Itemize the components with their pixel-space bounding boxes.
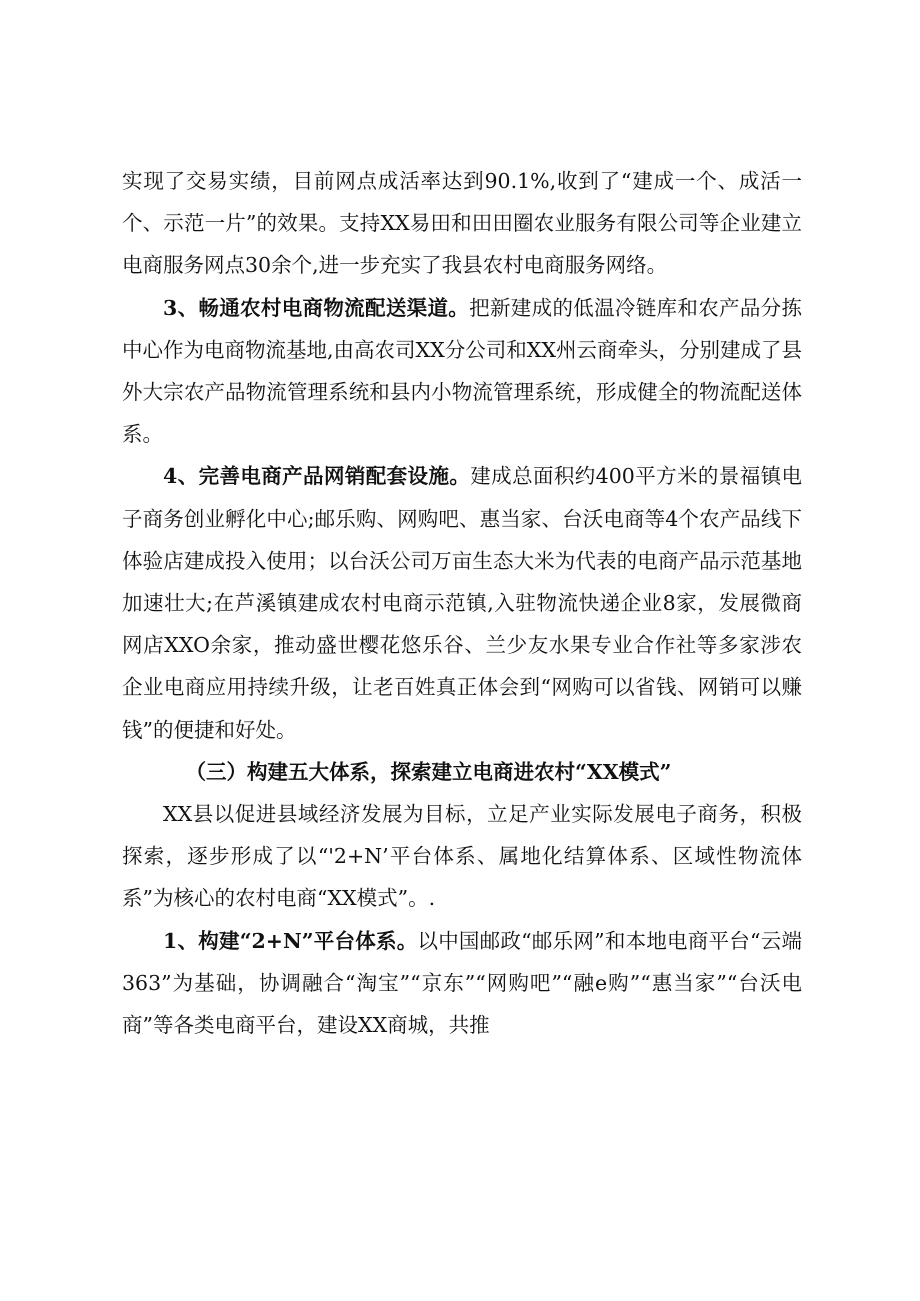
paragraph-logistics — [122, 287, 802, 456]
paragraph-facilities — [122, 455, 802, 750]
document-body — [122, 160, 802, 1046]
paragraph-body-logistics: 把新建成的低温冷链库和农产品分拣中心作为电商物流基地,由高农司XX分公司和XX州云商牵头，分别建成了县外大宗农产品物流管理系统和县内小物流管理系统，形成健全的物流配送体系。 — [122, 295, 803, 447]
paragraph-platform-system — [122, 920, 802, 1047]
paragraph-body-facilities: 建成总面积约400平方米的景福镇电子商务创业孵化中心;邮乐购、网购吧、惠当家、台沃电商等4个农产品线下体验店建成投入使用；以台沃公司万亩生态大米为代表的电商产品示范基地加速壮大;在芦溪镇建成农村电商示范镇,入驻物流快递企业8家，发展微商网店XXO余家，推动盛世樱花悠乐谷、兰少友水果专业合作社等多家涉农企业电商应用持续升级，让老百姓真正体会到“网购可以省钱、网销可以赚钱”的便捷和好处。 — [122, 464, 802, 742]
paragraph-model-intro: XX县以促进县域经济发展为目标，立足产业实际发展电子商务，积极探索，逐步形成了以“'2+N’平台体系、属地化结算体系、区域性物流体系”为核心的农村电商“XX模式”。. — [122, 802, 802, 911]
paragraph-body-platform: 以中国邮政“邮乐网”和本地电商平台“云端363”为基础，协调融合“淘宝”“京东”“网购吧”“融e购”“惠当家”“台沃电商”等各类电商平台，建设XX商城，共推 — [122, 928, 802, 1038]
paragraph-lead-logistics: 3、畅通农村电商物流配送渠道。 — [163, 295, 470, 320]
paragraph-lead-platform: 1、构建“2+N”平台体系。 — [163, 928, 418, 953]
section-heading: （三）构建五大体系，探索建立电商进农村“XX模式” — [185, 759, 672, 784]
paragraph-network-results: 实现了交易实绩，目前网点成活率达到90.1%,收到了“建成一个、成活一个、示范一片”的效果。支持XX易田和田田圈农业服务有限公司等企业建立电商服务网点30余个,进一步充实了我县农村电商服务网络。 — [122, 169, 802, 278]
paragraph-lead-facilities: 4、完善电商产品网销配套设施。 — [163, 464, 471, 489]
